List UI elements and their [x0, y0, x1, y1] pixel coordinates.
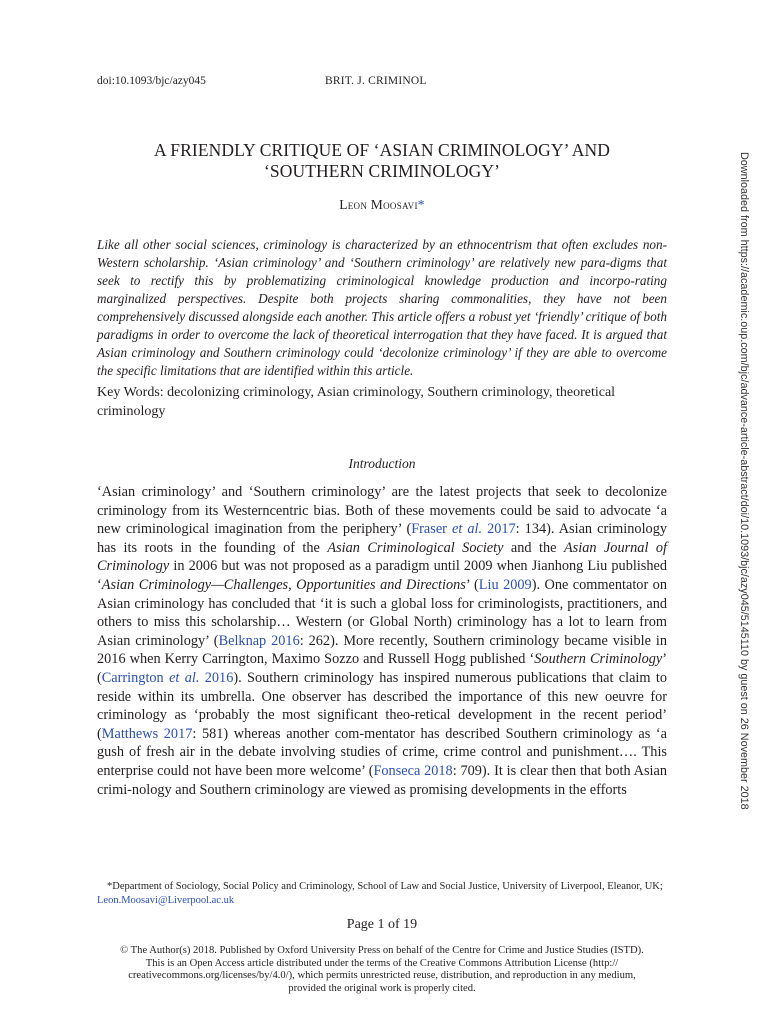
title-line-2: ‘SOUTHERN CRIMINOLOGY’ — [263, 161, 500, 181]
ref-belknap-2016[interactable]: Belknap 2016 — [218, 632, 300, 649]
italic-text: Asian Criminology—Challenges, Opportunities and Directions — [101, 576, 466, 593]
body-paragraph — [97, 483, 667, 799]
author-name: Leon Moosavi — [339, 197, 418, 212]
page-number: Page 1 of 19 — [346, 917, 418, 932]
italic-text: Asian Criminological Society — [327, 539, 504, 556]
italic-text: Southern Criminology — [534, 651, 663, 668]
ref-year: 2017 — [482, 521, 516, 538]
body-text: in 2006 but was not proposed as a paradigm until 2009 when Jianhong Liu published ‘ — [97, 558, 667, 593]
article-title — [97, 140, 667, 182]
footnote-affiliation: *Department of Sociology, Social Policy and Criminology, School of Law and Social Justice, University of Liverpool, Eleanor, UK; — [107, 881, 663, 892]
ref-carrington-2016[interactable] — [102, 670, 234, 686]
ref-etal: et al. — [169, 669, 200, 686]
keywords: Key Words: decolonizing criminology, Asian criminology, Southern criminology, theoretical criminology — [97, 385, 616, 419]
author-footnote — [97, 880, 667, 908]
author-footnote-link[interactable]: * — [417, 197, 425, 212]
license-line-3: creativecommons.org/licenses/by/4.0/), which permits unrestricted reuse, distribution, and reproduction in any medium, — [128, 970, 636, 982]
body-text: and the — [503, 539, 564, 556]
body-text: ). Southern criminology has inspired numerous publications that claim to reside within its umbrella. One observer has described the importance of this new oeuvre for criminology as ‘probably the most significant theo-retical development in the recent period’ ( — [97, 669, 667, 742]
author-line — [97, 197, 667, 213]
body-text: ). One commentator on Asian criminology has concluded that ‘it is such a global loss for criminologists, practitioners, and others to miss this scholarship… Western (or Global North) criminology has a lot to learn from Asian criminology’ ( — [97, 576, 667, 649]
body-text: : 134). Asian criminology has its roots in the founding of the — [97, 521, 667, 556]
title-line-1: A FRIENDLY CRITIQUE OF ‘ASIAN CRIMINOLOGY’ AND — [154, 140, 610, 160]
body-text: : 709). It is clear then that both Asian crimi-nology and Southern criminology are viewed as promising developments in the efforts — [97, 762, 667, 798]
ref-liu-2009[interactable]: Liu 2009 — [478, 576, 532, 593]
abstract: Like all other social sciences, criminology is characterized by an ethnocentrism that often excludes non-Western scholarship. ‘Asian criminology’ and ‘Southern criminology’ are relatively new para-digms that seek to rectify this by problematizing criminological knowledge production and incorpo-rating marginalized perspectives. Despite both projects sharing commonalities, they have not been comprehensively discussed alongside each another. This article offers a robust yet ‘friendly’ critique of both paradigms in order to overcome the lack of theoretical interrogation that they have faced. It is argued that Asian criminology and Southern criminology could ‘decolonize criminology’ if they are able to overcome the specific limitations that are identified within this article. — [97, 237, 667, 378]
italic-text: Asian Journal of Criminology — [97, 539, 667, 575]
license-line-1: © The Author(s) 2018. Published by Oxford University Press on behalf of the Centre for Crime and Justice Studies (ISTD). — [120, 945, 644, 956]
download-notice: Downloaded from https://academic.oup.com/bjc/advance-article-abstract/doi/10.1093/bjc/azy045/5145110 by guest on 26 November 2018 — [738, 152, 750, 810]
license-line-4: provided the original work is properly cited. — [288, 982, 476, 994]
body-text: : 262). More recently, Southern criminology became visible in 2016 when Kerry Carrington, Maximo Sozzo and Russell Hogg published ‘ — [97, 632, 667, 668]
body-text: ’ ( — [97, 651, 667, 686]
license-notice — [97, 945, 667, 995]
ref-etal: et al. — [451, 521, 483, 538]
body-text: ’ ( — [465, 576, 479, 593]
ref-fonseca-2018[interactable]: Fonseca 2018 — [373, 762, 453, 779]
ref-fraser-2017[interactable] — [411, 521, 515, 537]
ref-year: 2016 — [199, 669, 234, 686]
body-text: : 581) whereas another com-mentator has described Southern criminology as ‘a gush of fresh air in the debate involving studies of crime, crime control and punishment…. This enterprise could not have been more welcome’ ( — [97, 725, 667, 779]
ref-author: Carrington — [101, 669, 170, 686]
license-line-2: This is an Open Access article distributed under the terms of the Creative Commons Attribution License (http:// — [145, 957, 619, 969]
download-sidebar — [736, 152, 754, 872]
journal-name: BRIT. J. CRIMINOL — [325, 75, 427, 87]
author-email-link[interactable]: Leon.Moosavi@Liverpool.ac.uk — [97, 895, 235, 906]
body-text: ‘Asian criminology’ and ‘Southern criminology’ are the latest projects that seek to decolonize criminology from its Westerncentric bias. Both of these movements could be said to advocate ‘a new criminological imagination from the periphery’ ( — [97, 484, 667, 538]
section-heading: Introduction — [348, 456, 416, 471]
ref-author: Fraser — [411, 521, 452, 538]
doi-label[interactable]: doi:10.1093/bjc/azy045 — [97, 75, 206, 87]
ref-matthews-2017[interactable]: Matthews 2017 — [101, 725, 193, 742]
